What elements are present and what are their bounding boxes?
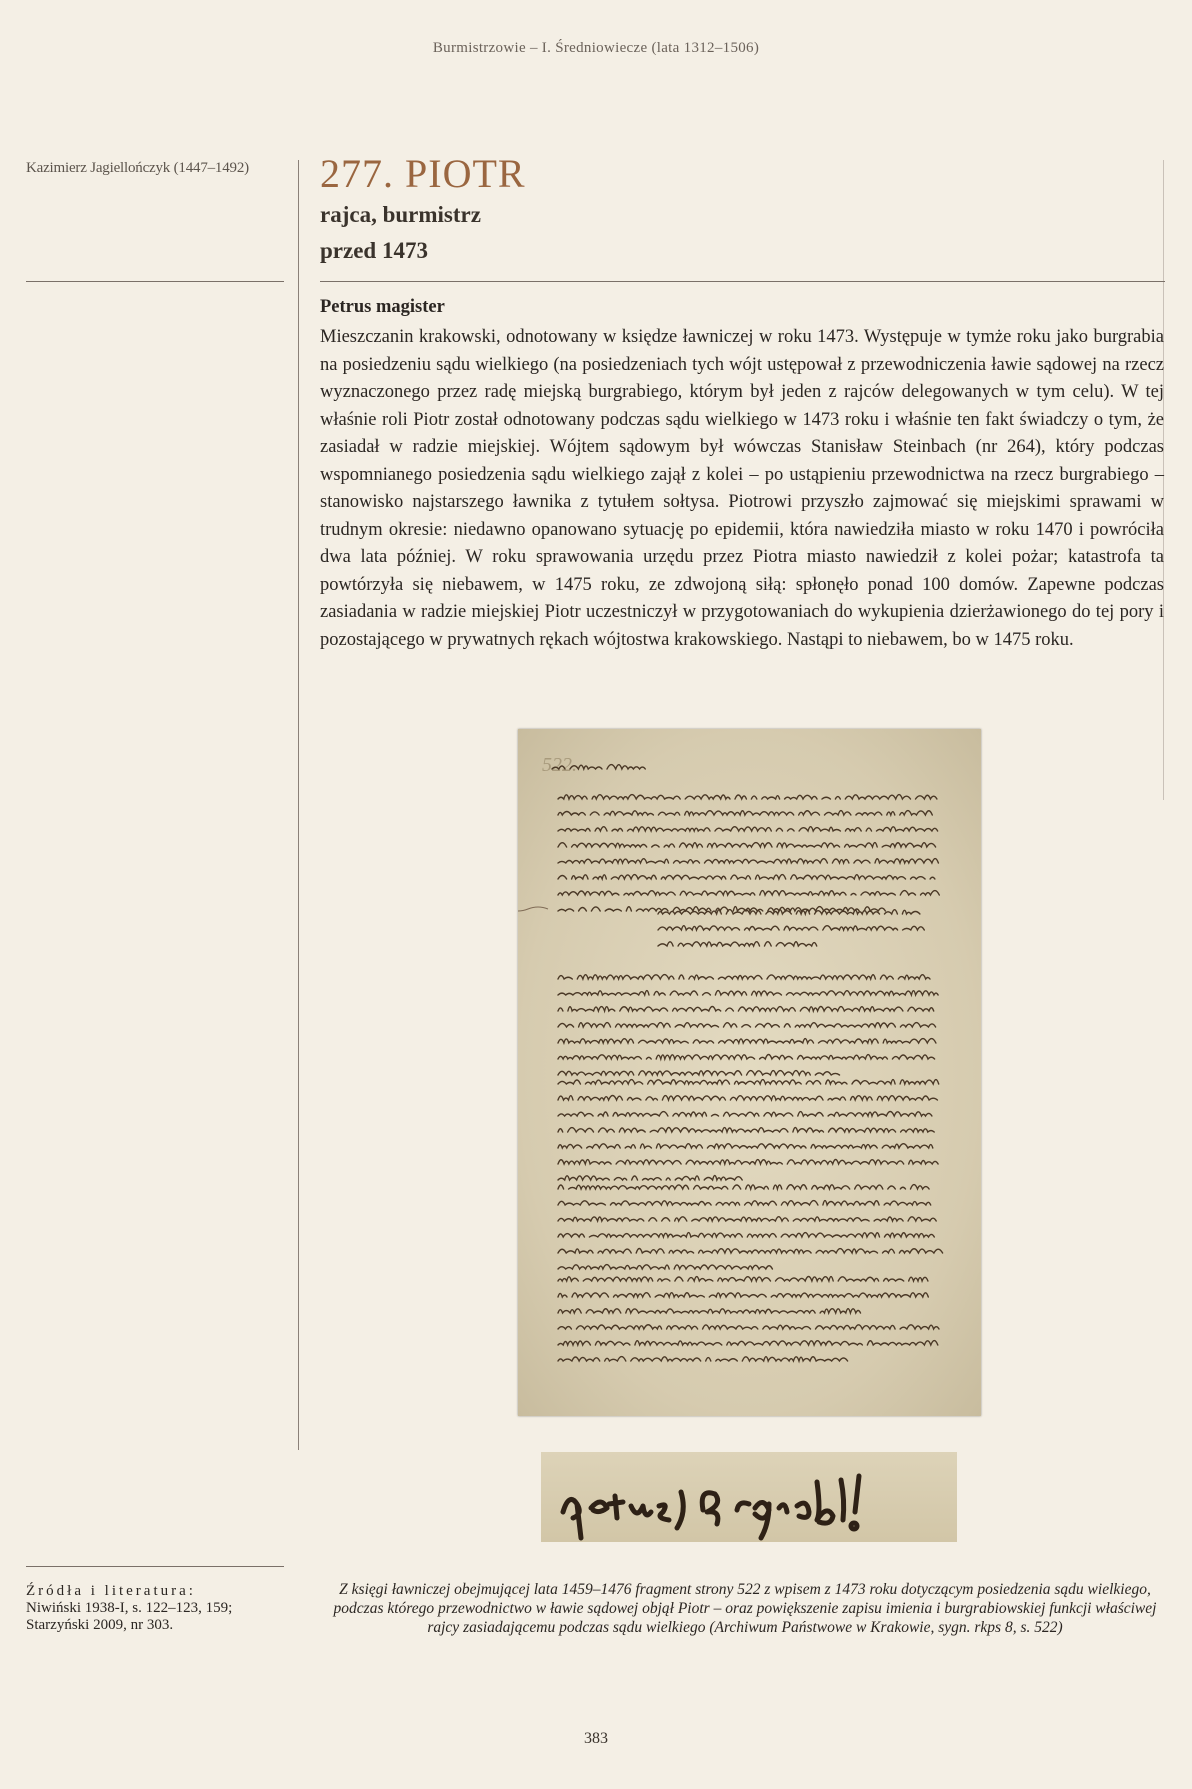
- handwriting-line: [558, 1265, 777, 1269]
- sources-block: [26, 1583, 288, 1634]
- sidebar-divider-bottom: [26, 1566, 284, 1567]
- handwriting-line: [558, 1112, 932, 1117]
- handwriting-line: [558, 1309, 866, 1313]
- handwriting-line: [558, 1217, 936, 1221]
- manuscript-page-mark: 522.: [542, 754, 577, 776]
- entry-date: przed 1473: [320, 238, 428, 263]
- handwriting-line: [558, 843, 936, 847]
- handwriting-line: [558, 1325, 939, 1329]
- handwriting-line: [558, 1201, 931, 1205]
- handwriting-line: [558, 1293, 933, 1297]
- entry-divider: [320, 281, 1165, 282]
- handwriting-line: [558, 975, 930, 979]
- signature-enlargement: [541, 1452, 957, 1542]
- handwriting-line: [558, 827, 938, 831]
- handwriting-line: [658, 926, 929, 930]
- handwriting-line: [558, 1249, 948, 1254]
- handwriting-line: [558, 991, 938, 995]
- handwriting-line: [558, 1277, 933, 1282]
- entry-body: Mieszczanin krakowski, odnotowany w księdze ławniczej w roku 1473. Występuje w tymże roku jako burgrabia na posiedzeniu sądu wielkiego (na posiedzeniach tych wójt ustępował z przewodniczenia ławie sądowej na rzecz wyznaczonego przez radę miejską burgrabiego, którym był jeden z rajców delegowanych w tym celu). W tej właśnie roli Piotr został odnotowany podczas sądu wielkiego w 1473 roku i właśnie ten fakt świadczy o tym, że zasiadał w radzie miejskiej. Wójtem sądowym był wówczas Stanisław Steinbach (nr 264), który podczas wspomnianego posiedzenia sądu wielkiego zajął z kolei – po ustąpieniu przewodnictwa na rzecz burgrabiego – stanowisko najstarszego ławnika z tytułem sołtysa. Piotrowi przyszło zajmować się miejskimi sprawami w trudnym okresie: niedawno opanowano sytuację po epidemii, która nawiedziła miasto w roku 1470 i powróciła dwa lata później. W roku sprawowania urzędu przez Piotra miasto nawiedził z kolei pożar; katastrofa ta powtórzyła się niebawem, w 1475 roku, ze zdwojoną siłą: spłonęło ponad 100 domów. Zapewne podczas zasiadania w radzie miejskiej Piotr uczestniczył w przygotowaniach do wykupienia dzierżawionego do tej pory i pozostającego w prywatnych rękach wójtostwa krakowskiego. Nastąpi to niebawem, bo w 1475 roku.: [320, 327, 1164, 650]
- handwriting-line: [558, 1144, 933, 1148]
- handwriting-line: [558, 891, 939, 895]
- handwriting-line: [558, 1039, 936, 1043]
- latin-name: Petrus magister: [320, 297, 445, 317]
- column-divider: [298, 160, 299, 1450]
- handwriting-line: [558, 1233, 939, 1237]
- handwriting-line: [558, 1128, 934, 1133]
- sidebar-divider-top: [26, 281, 284, 282]
- handwriting-line: [558, 811, 937, 815]
- handwriting-line: [658, 942, 817, 946]
- entry-title: 277. PIOTR: [320, 151, 526, 196]
- bleed-through-ghost: [700, 150, 1170, 263]
- sources-text: Niwiński 1938-I, s. 122–123, 159; Starzyński 2009, nr 303.: [26, 1600, 233, 1633]
- handwriting-line: [558, 1185, 929, 1189]
- handwriting-line: [558, 875, 935, 879]
- figure-caption: Z księgi ławniczej obejmującej lata 1459–1476 fragment strony 522 z wpisem z 1473 roku dotyczącym posiedzenia sądu wielkiego, podczas którego przewodnictwo w ławie sądowej objął Piotr – oraz powiększenie zapisu imienia i burgrabiowskiej funkcji właściwej rajcy zasiadającemu podczas sądu wielkiego (Archiwum Państwowe w Krakowie, sygn. rkps 8, s. 522): [333, 1581, 1157, 1636]
- handwriting-line: [558, 1160, 938, 1165]
- handwriting-line: [558, 1357, 848, 1361]
- page-number: 383: [584, 1730, 608, 1747]
- manuscript-image: [518, 729, 981, 1416]
- entry-role: rajca, burmistrz: [320, 202, 481, 227]
- handwriting-line: [558, 795, 937, 799]
- handwriting-line: [558, 1341, 938, 1345]
- sidebar-king: Kazimierz Jagiellończyk (1447–1492): [26, 160, 249, 176]
- handwriting-line: [558, 1007, 934, 1012]
- handwriting-line: [558, 1055, 935, 1060]
- sources-label: Źródła i literatura:: [26, 1583, 196, 1599]
- running-head: Burmistrzowie – I. Średniowiecze (lata 1312–1506): [432, 40, 760, 56]
- handwriting-line: [558, 1176, 742, 1181]
- handwriting-line: [558, 1080, 939, 1084]
- handwriting-line: [558, 1071, 840, 1075]
- handwriting-line: [558, 1023, 936, 1027]
- handwriting-line: [558, 859, 943, 863]
- handwriting-line: [558, 1096, 937, 1101]
